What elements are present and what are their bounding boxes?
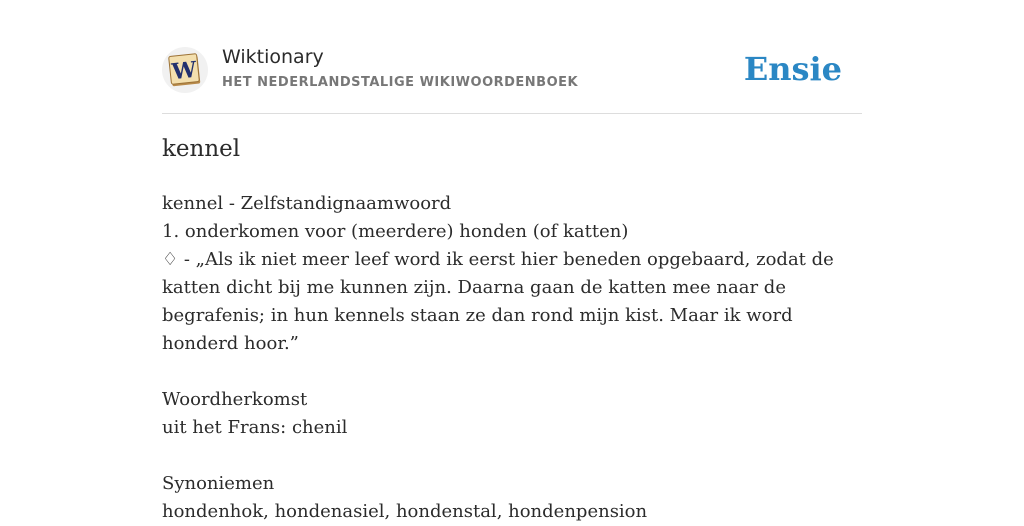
- entry-body: [162, 190, 862, 526]
- page: [162, 0, 862, 522]
- wiktionary-tile-icon: [162, 47, 208, 93]
- example-quote: ♢ - „Als ik niet meer leef word ik eerst hier beneden opgebaard, zodat de katten dicht bij me kunnen zijn. Daarna gaan de katten mee naar de begrafenis; in hun kennels staan ze dan rond mijn kist. Maar ik word honderd hoor.”: [162, 249, 834, 354]
- etymology-text: uit het Frans: chenil: [162, 417, 348, 438]
- header-divider: [162, 113, 862, 114]
- definition-line: 1. onderkomen voor (meerdere) honden (of katten): [162, 221, 629, 242]
- ensie-brand-link[interactable]: Ensie: [743, 50, 842, 88]
- spacer: [162, 442, 862, 470]
- spacer: [162, 358, 862, 386]
- site-header: [162, 44, 862, 100]
- synonyms-heading: Synoniemen: [162, 473, 275, 494]
- site-name[interactable]: Wiktionary: [222, 46, 324, 68]
- entry-term: kennel: [162, 136, 241, 162]
- logo-letter: W: [170, 56, 198, 86]
- etymology-heading: Woordherkomst: [162, 389, 308, 410]
- synonyms-text: hondenhok, hondenasiel, hondenstal, hondenpension: [162, 501, 648, 522]
- wiktionary-logo-icon[interactable]: [162, 47, 208, 93]
- part-of-speech-line: kennel - Zelfstandignaamwoord: [162, 193, 452, 214]
- site-tagline: HET NEDERLANDSTALIGE WIKIWOORDENBOEK: [222, 75, 579, 90]
